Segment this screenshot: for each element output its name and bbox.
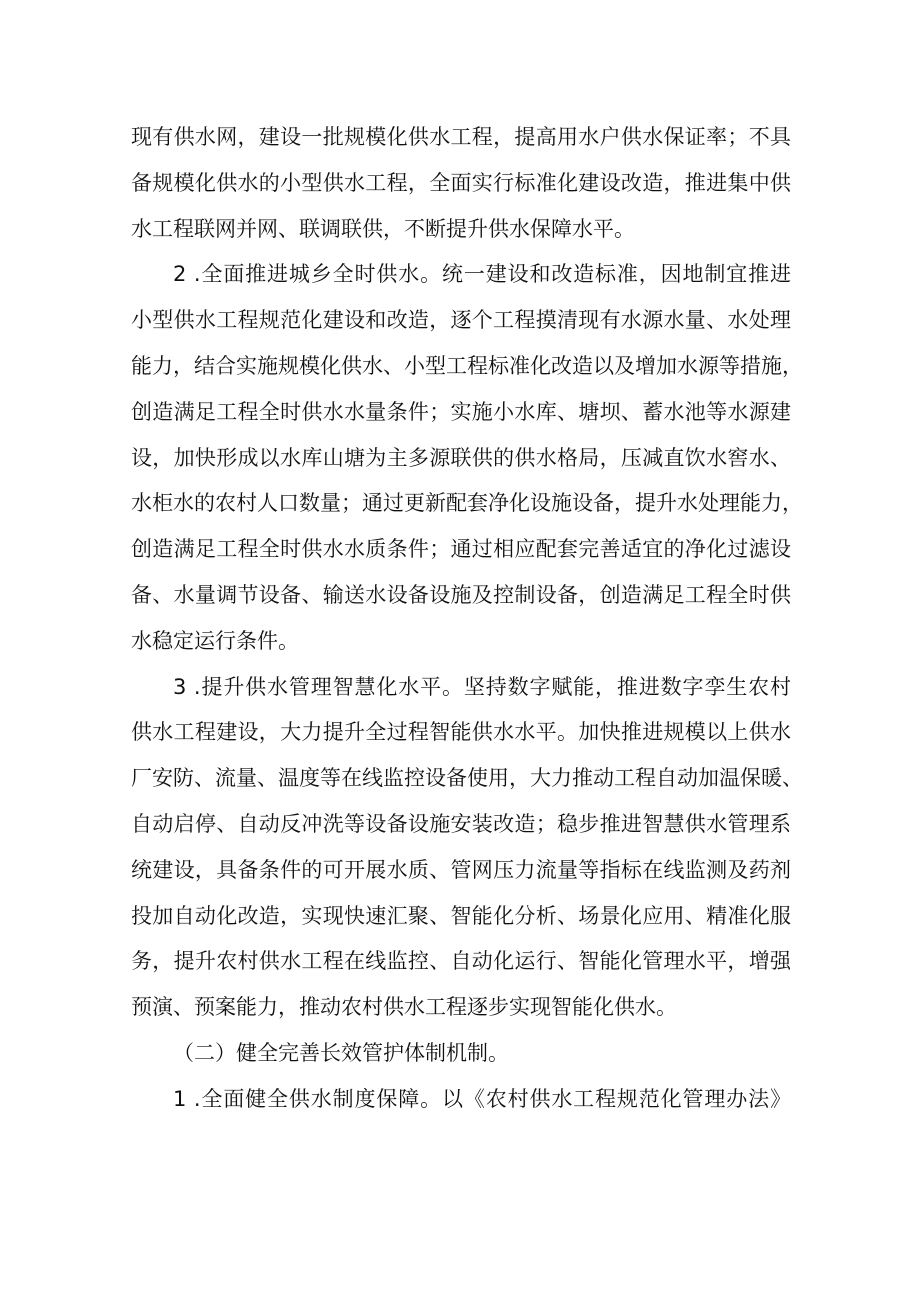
text-line: 创造满足工程全时供水水质条件；通过相应配套完善适宜的净化过滤设 — [131, 537, 791, 562]
text-line: 创造满足工程全时供水水量条件；实施小水库、塘坝、蓄水池等水源建 — [131, 399, 791, 424]
text-line: 厂安防、流量、温度等在线监控设备使用，大力推动工程自动加温保暖、 — [131, 766, 803, 791]
text-line: 自动启停、自动反冲洗等设备设施安装改造；稳步推进智慧供水管理系 — [131, 811, 791, 836]
paragraph-heading-3: 3 .提升供水管理智慧化水平。坚持数字赋能，推进数字孪生农村 — [173, 674, 791, 699]
text-line: 小型供水工程规范化建设和改造，逐个工程摸清现有水源水量、水处理 — [131, 308, 791, 333]
text-line: 供水工程建设，大力提升全过程智能供水水平。加快推进规模以上供水 — [131, 720, 791, 745]
document-body — [131, 115, 803, 1123]
text-line: 预演、预案能力，推动农村供水工程逐步实现智能化供水。 — [131, 995, 677, 1020]
text-line: 水稳定运行条件。 — [131, 628, 299, 653]
paragraph-heading-2: 2 .全面推进城乡全时供水。统一建设和改造标准，因地制宜推进 — [173, 262, 791, 287]
text-line: 设，加快形成以水库山塘为主多源联供的供水格局，压减直饮水窖水、 — [131, 445, 791, 470]
text-line: 水柜水的农村人口数量；通过更新配套净化设施设备，提升水处理能力， — [131, 491, 803, 516]
paragraph-heading-1: 1 .全面健全供水制度保障。以《农村供水工程规范化管理办法》 — [173, 1086, 791, 1111]
text-line: 务，提升农村供水工程在线监控、自动化运行、智能化管理水平，增强 — [131, 949, 791, 974]
text-line: 备规模化供水的小型供水工程，全面实行标准化建设改造，推进集中供 — [131, 170, 791, 195]
text-line: 能力，结合实施规模化供水、小型工程标准化改造以及增加水源等措施， — [131, 353, 803, 378]
text-line: 投加自动化改造，实现快速汇聚、智能化分析、场景化应用、精准化服 — [131, 903, 791, 928]
text-line: 统建设，具备条件的可开展水质、管网压力流量等指标在线监测及药剂 — [131, 857, 791, 882]
text-line: 水工程联网并网、联调联供，不断提升供水保障水平。 — [131, 216, 635, 241]
text-line: 现有供水网，建设一批规模化供水工程，提高用水户供水保证率；不具 — [131, 125, 791, 149]
section-heading: （二）健全完善长效管护体制机制。 — [173, 1040, 509, 1065]
text-line: 备、水量调节设备、输送水设备设施及控制设备，创造满足工程全时供 — [131, 582, 791, 607]
